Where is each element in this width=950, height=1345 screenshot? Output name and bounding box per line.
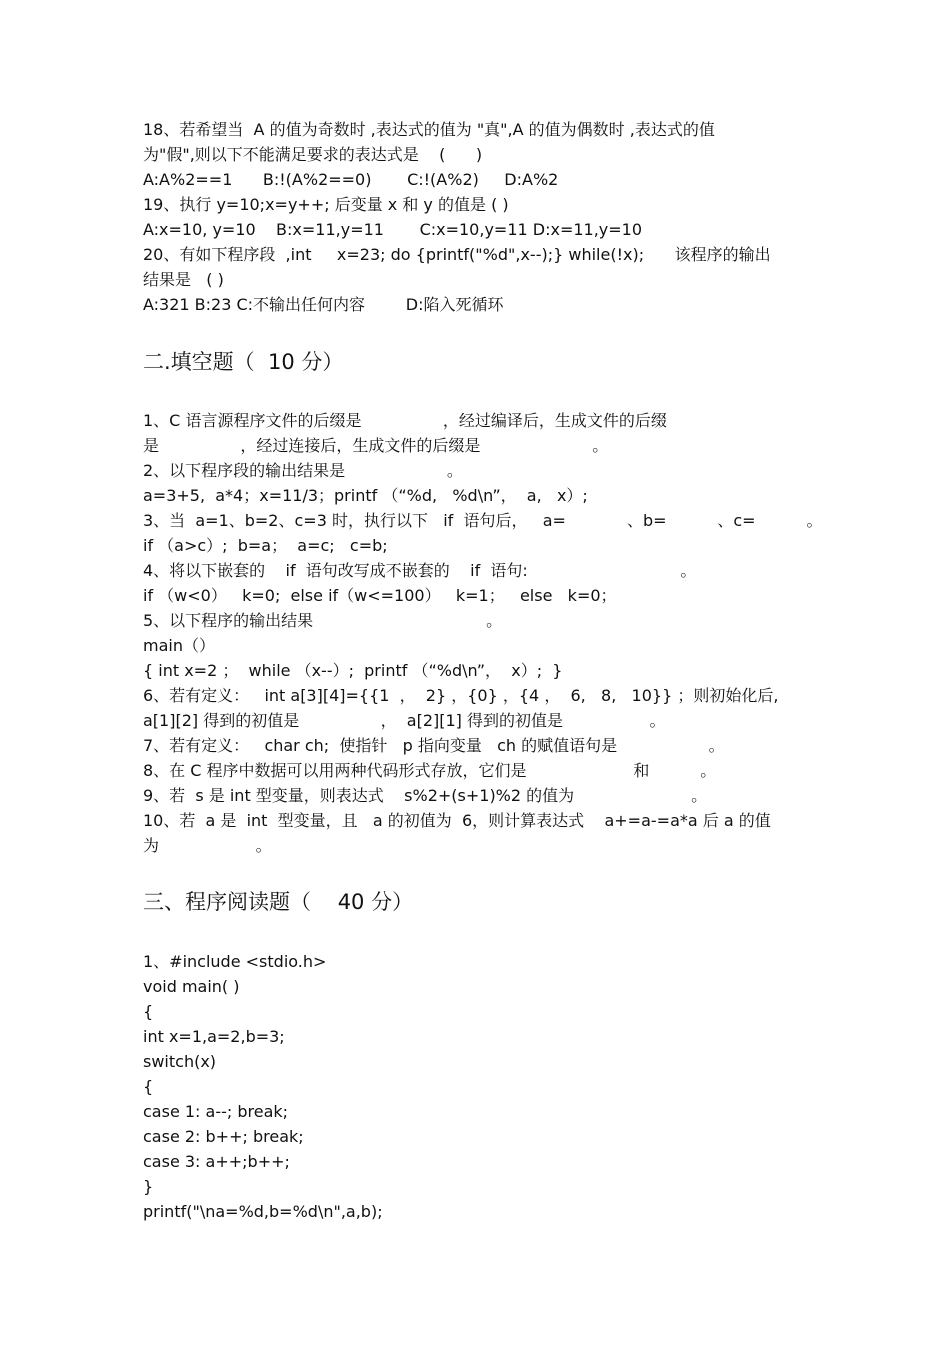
fill-q5-line-1: 5、以下程序的输出结果 。	[143, 611, 503, 630]
program1-line-3: {	[143, 1002, 154, 1021]
program1-line-11: printf("\na=%d,b=%d\n",a,b);	[143, 1202, 383, 1221]
fill-q4-code: if （w<0） k=0; else if（w<=100） k=1； else k=0；	[143, 586, 617, 605]
fill-q5-code-2: { int x=2 ； while （x--）; printf （“%d\n”， x）; }	[143, 661, 563, 680]
fill-q2-line-1: 2、以下程序段的输出结果是 。	[143, 461, 463, 480]
q19-options: A:x=10, y=10 B:x=11,y=11 C:x=10,y=11 D:x=11,y=10	[143, 220, 643, 239]
fill-q4-line-1: 4、将以下嵌套的 if 语句改写成不嵌套的 if 语句: 。	[143, 561, 697, 580]
q20-line-2: 结果是 ( )	[143, 270, 224, 289]
q19-line-1: 19、执行 y=10;x=y++; 后变量 x 和 y 的值是 ( )	[143, 195, 509, 214]
fill-q6-line-1: 6、若有定义： int a[3][4]={{1 ， 2} ，{0} ，{4 ， 6, 8, 10}} ；则初始化后,	[143, 686, 779, 705]
program1-line-4: int x=1,a=2,b=3;	[143, 1027, 285, 1046]
section2-heading: 二.填空题（ 10 分）	[143, 350, 344, 374]
fill-q10-line-2: 为 。	[143, 836, 272, 855]
q20-options: A:321 B:23 C:不输出任何内容 D:陷入死循环	[143, 295, 504, 314]
program1-line-2: void main( )	[143, 977, 240, 996]
q20-line-1: 20、有如下程序段 ,int x=23; do {printf("%d",x--);} while(!x); 该程序的输出	[143, 245, 771, 264]
fill-q10-line-1: 10、若 a 是 int 型变量，且 a 的初值为 6，则计算表达式 a+=a-=a*a 后 a 的值	[143, 811, 771, 830]
fill-q8-line-1: 8、在 C 程序中数据可以用两种代码形式存放，它们是 和 。	[143, 761, 717, 780]
program1-line-1: 1、#include <stdio.h>	[143, 952, 327, 971]
fill-q9-line-1: 9、若 s 是 int 型变量，则表达式 s%2+(s+1)%2 的值为 。	[143, 786, 708, 805]
fill-q3-line-1: 3、当 a=1、b=2、c=3 时，执行以下 if 语句后， a= 、b= 、c= 。	[143, 511, 823, 530]
q18-options: A:A%2==1 B:!(A%2==0) C:!(A%2) D:A%2	[143, 170, 559, 189]
fill-q3-code: if （a>c）; b=a； a=c; c=b;	[143, 536, 388, 555]
fill-q2-code: a=3+5, a*4；x=11/3；printf （“%d, %d\n”， a, x）;	[143, 486, 588, 505]
fill-q6-line-2: a[1][2] 得到的初值是 ， a[2][1] 得到的初值是 。	[143, 711, 666, 730]
q18-line-2: 为"假",则以下不能满足要求的表达式是 ( )	[143, 145, 483, 164]
section3-heading: 三、程序阅读题（ 40 分）	[143, 890, 414, 914]
q18-line-1: 18、若希望当 A 的值为奇数时 ,表达式的值为 "真",A 的值为偶数时 ,表达式的值	[143, 120, 715, 139]
program1-line-10: }	[143, 1177, 154, 1196]
program1-line-7: case 1: a--; break;	[143, 1102, 289, 1121]
program1-line-6: {	[143, 1077, 154, 1096]
fill-q1-line-1: 1、C 语言源程序文件的后缀是 ，经过编译后，生成文件的后缀	[143, 411, 667, 430]
fill-q1-line-2: 是 ，经过连接后，生成文件的后缀是 。	[143, 436, 609, 455]
program1-line-5: switch(x)	[143, 1052, 217, 1071]
program1-line-9: case 3: a++;b++;	[143, 1152, 290, 1171]
fill-q5-code-1: main（）	[143, 636, 215, 655]
program1-line-8: case 2: b++; break;	[143, 1127, 304, 1146]
fill-q7-line-1: 7、若有定义： char ch; 使指针 p 指向变量 ch 的赋值语句是 。	[143, 736, 725, 755]
